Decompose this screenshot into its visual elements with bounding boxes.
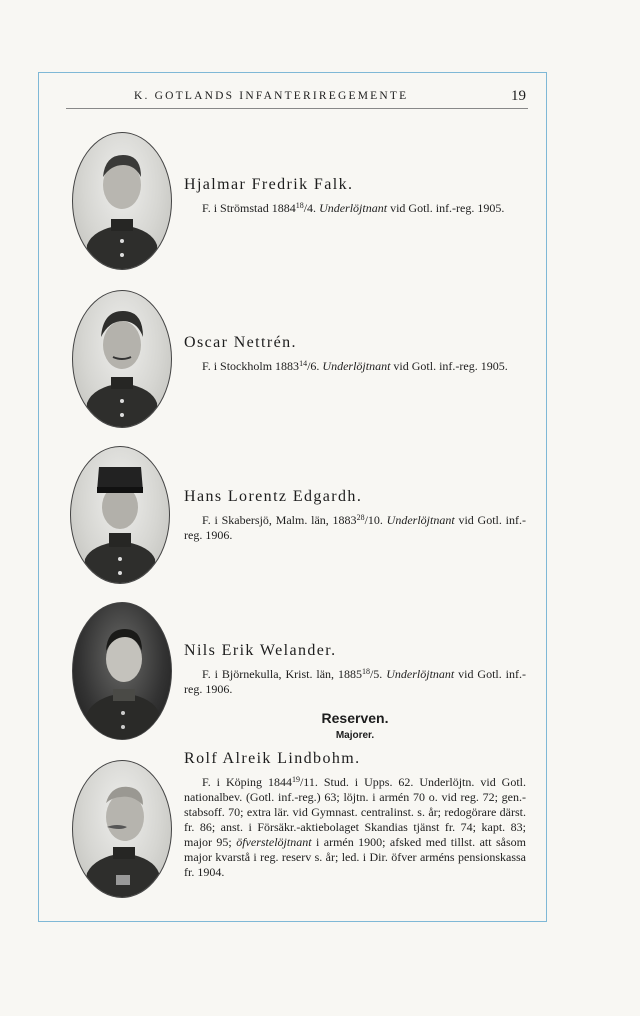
section-heading-reserve: Reserven. — [321, 710, 389, 726]
entry-welander — [184, 642, 526, 697]
person-bio: F. i Köping 1844$^{19}$/11. Stud. i Upps. 62. Underlöjtn. vid Gotl. nationalbev. (Gotl. inf.-reg.) 63; löjtn. i armén 70 o. vid reg. 72; gen.-stabsoff. 70; extra lär. vid Gymnast. centralinst. s. år; redogörare därst. fr. 86; anst. i Försäkr.-aktiebolaget Skandias tjänst fr. 74; kapt. 83; major 95; öfverstelöjtnant i armén 1900; afsked med tillst. att såsom major kvarstå i reg. reserv s. år; led. i Dir. öfver arméns pensionskassa fr. 1904. — [184, 775, 526, 879]
page-number: 19 — [511, 88, 526, 104]
person-bio: F. i Strömstad 1884$^{18}$/4. Underlöjtnant vid Gotl. inf.-reg. 1905. — [202, 201, 505, 215]
running-header — [66, 88, 528, 109]
person-name: Nils Erik Welander. — [184, 642, 337, 659]
person-bio: F. i Skabersjö, Malm. län, 1883$^{28}$/10. Underlöjtnant vid Gotl. inf.-reg. 1906. — [184, 513, 526, 542]
person-name: Hjalmar Fredrik Falk. — [184, 176, 354, 193]
portrait-nettren — [72, 290, 172, 428]
entry-lindbohm — [184, 750, 526, 880]
entry-falk — [184, 176, 526, 216]
person-name: Hans Lorentz Edgardh. — [184, 488, 363, 505]
portrait-edgardh — [70, 446, 170, 584]
entry-nettren — [184, 334, 526, 374]
portrait-falk — [72, 132, 172, 270]
header-title: K. GOTLANDS INFANTERIREGEMENTE — [134, 90, 409, 102]
person-bio: F. i Stockholm 1883$^{14}$/6. Underlöjtnant vid Gotl. inf.-reg. 1905. — [202, 359, 508, 373]
portrait-welander — [72, 602, 172, 740]
person-name: Rolf Alreik Lindbohm. — [184, 750, 361, 767]
subsection-heading-majors: Majorer. — [335, 730, 375, 741]
person-bio: F. i Björnekulla, Krist. län, 1885$^{18}$/5. Underlöjtnant vid Gotl. inf.-reg. 1906. — [184, 667, 526, 696]
entry-edgardh — [184, 488, 526, 543]
portrait-lindbohm — [72, 760, 172, 898]
person-name: Oscar Nettrén. — [184, 334, 297, 351]
